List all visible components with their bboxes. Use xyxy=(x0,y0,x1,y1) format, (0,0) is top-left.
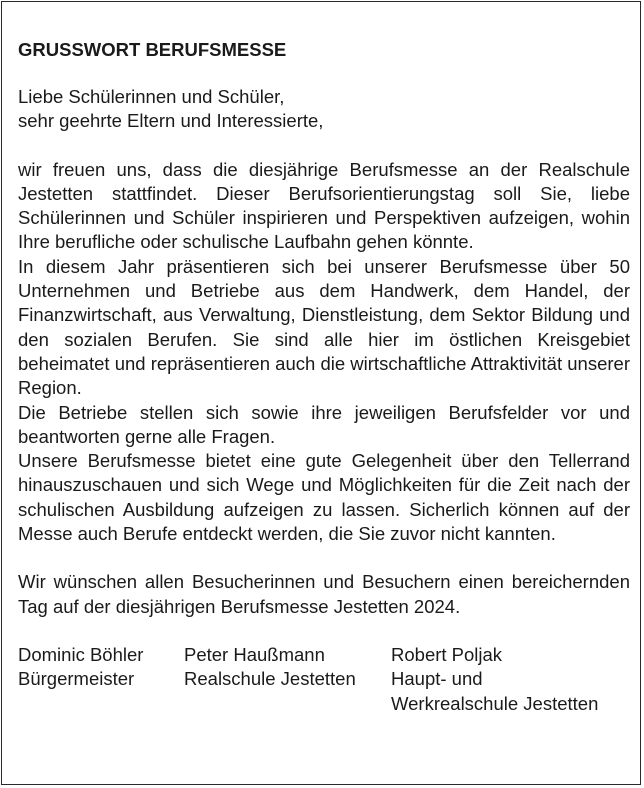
signatory-role: Bürgermeister xyxy=(18,668,135,690)
document-frame xyxy=(1,1,641,785)
signatory-name: Robert Poljak xyxy=(391,643,503,665)
body-text xyxy=(18,158,630,547)
signatory-role: Haupt- und xyxy=(391,668,483,690)
salutation-line: Liebe Schülerinnen und Schüler, xyxy=(18,86,285,107)
signatory-role: Realschule Jestetten xyxy=(184,668,356,690)
signatory-role: Werkrealschule Jestetten xyxy=(391,692,599,714)
salutation-line: sehr geehrte Eltern und Interessierte, xyxy=(18,110,324,132)
signature-poljak xyxy=(391,643,598,716)
document-content xyxy=(18,38,630,717)
body-paragraph: In diesem Jahr präsentieren sich bei unserer Berufsmesse über 50 Unternehmen und Betriebe aus dem Handwerk, dem Handel, der Finanzwirtschaft, aus Verwaltung, Dienstleistung, dem Sektor Bildung und den sozialen Berufen. Sie sind alle hier im östlichen Kreisgebiet beheimatet und repräsentieren auch die wirtschaftliche Attraktivität unserer Region. xyxy=(18,255,630,399)
document-title: GRUSSWORT BERUFSMESSE xyxy=(18,39,287,60)
signatory-name: Peter Haußmann xyxy=(184,643,325,665)
body-paragraph: wir freuen uns, dass die diesjährige Berufsmesse an der Realschule Jestetten stattfindet. Dieser Berufsorientierungstag soll Sie, liebe Schülerinnen und Schüler inspirieren und Perspektiven aufzeigen, wohin Ihre berufliche oder schulische Laufbahn gehen könnte. xyxy=(18,158,630,253)
signature-haussmann xyxy=(184,643,356,692)
signature-block xyxy=(18,643,630,717)
closing-paragraph: Wir wünschen allen Besucherinnen und Besuchern einen bereichernden Tag auf der diesjährigen Berufsmesse Jestetten 2024. xyxy=(18,571,630,617)
signature-boehler xyxy=(18,643,143,692)
signatory-name: Dominic Böhler xyxy=(18,643,144,665)
salutation xyxy=(18,85,630,134)
body-paragraph: Die Betriebe stellen sich sowie ihre jeweiligen Berufsfelder vor und beantworten gerne alle Fragen. xyxy=(18,401,630,447)
body-paragraph: Unsere Berufsmesse bietet eine gute Gelegenheit über den Tellerrand hinauszuschauen und sich Wege und Möglichkeiten für die Zeit nach der schulischen Ausbildung aufzeigen zu lassen. Sicherlich können auf der Messe auch Berufe entdeckt werden, die Sie zuvor nicht kannten. xyxy=(18,450,630,545)
